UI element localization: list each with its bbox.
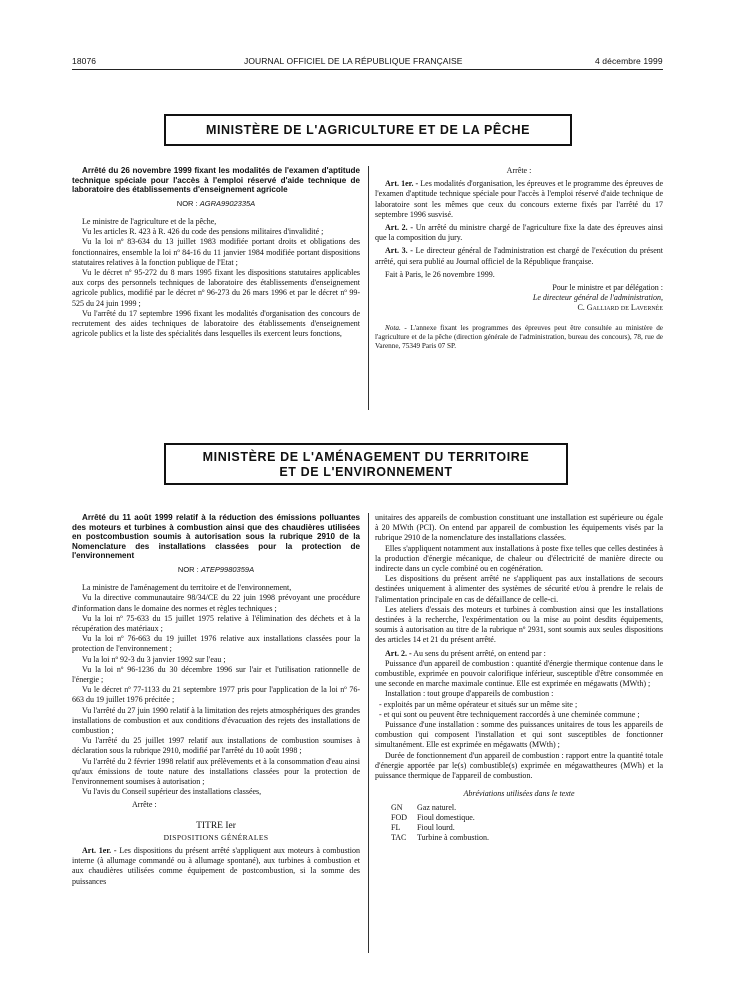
decree2-para: Vu l'arrêté du 2 février 1998 relatif aux prélèvements et à la consommation d'eau ainsi qu'aux émissions de toute nature des installations classées pour la protection de l'environnement soumises à autorisation ; bbox=[72, 756, 360, 787]
decree1-article: Art. 1er. - Les modalités d'organisation, les épreuves et le programme des épreuves de l'examen d'aptitude technique spéciale pour l'accès à l'emploi réservé d'aide technique de laboratoire sont les mêmes que ceux du concours externe fixés par l'arrêté du 17 septembre 1996 susvisé. bbox=[375, 179, 663, 219]
section1-right-column bbox=[375, 166, 663, 351]
issue-date: 4 décembre 1999 bbox=[595, 56, 663, 66]
decree1-para: Vu les articles R. 423 à R. 426 du code des pensions militaires d'invalidité ; bbox=[82, 227, 324, 237]
ministry-agriculture-box bbox=[164, 114, 572, 146]
decree1-signature-role: Le directeur général de l'administration, bbox=[532, 293, 663, 303]
journal-title: JOURNAL OFFICIEL DE LA RÉPUBLIQUE FRANÇAISE bbox=[244, 56, 463, 66]
abbreviations-table bbox=[391, 803, 499, 843]
decree2-title: Arrêté du 11 août 1999 relatif à la réduction des émissions polluantes des moteurs et turbines à combustion ainsi que des chaudières utilisées en postcombustion soumis à autorisation sous la rubrique 2910 de la Nomenclature des installations classées pour la protection de l'environnement bbox=[72, 513, 360, 561]
abbreviation-row bbox=[391, 803, 499, 813]
column-divider-1 bbox=[368, 166, 369, 410]
decree2-definition: Installation : tout groupe d'appareils de combustion : bbox=[385, 689, 554, 699]
decree2-titre-subtitle: DISPOSITIONS GÉNÉRALES bbox=[163, 832, 269, 842]
decree2-para: Vu l'avis du Conseil supérieur des installations classées, bbox=[82, 787, 262, 797]
decree2-para: Les ateliers d'essais des moteurs et turbines à combustion ainsi que les installations destinées à la recherche, l'expérimentation ou la mise au point desdits équipements, soumis à autorisation au titre de la rubrique nº 2931, sont soumis aux seules dispositions des articles 14 et 21 du présent arrêté. bbox=[375, 604, 663, 645]
abbreviation-code: TAC bbox=[391, 833, 407, 843]
decree2-para: Vu la loi nº 76-663 du 19 juillet 1976 relative aux installations classées pour la protection de l'environnement ; bbox=[72, 634, 360, 654]
abbreviation-code: GN bbox=[391, 803, 403, 813]
decree2-para: Vu l'arrêté du 27 juin 1990 relatif à la limitation des rejets atmosphériques des grandes installations de combustion et aux conditions d'évacuation des rejets des installations de combustion ; bbox=[72, 705, 360, 736]
page-number: 18076 bbox=[72, 56, 97, 66]
abbreviation-code: FL bbox=[391, 823, 401, 833]
abbreviation-row bbox=[391, 823, 499, 833]
decree2-para: Vu la loi nº 75-633 du 15 juillet 1975 relative à l'élimination des déchets et à la récupération des matériaux ; bbox=[72, 613, 360, 633]
decree2-para: La ministre de l'aménagement du territoire et de l'environnement, bbox=[82, 583, 292, 593]
ministry-environment-box bbox=[164, 443, 568, 485]
decree2-para: Vu la directive communautaire 98/34/CE du 22 juin 1998 prévoyant une procédure d'information dans le domaine des normes et règles techniques ; bbox=[72, 593, 360, 613]
decree2-para: Vu la loi nº 96-1236 du 30 décembre 1996 sur l'air et l'utilisation rationnelle de l'énergie ; bbox=[72, 664, 360, 684]
decree2-arrete: Arrête : bbox=[132, 800, 157, 810]
abbreviation-code: FOD bbox=[391, 813, 408, 823]
decree1-nor-code: AGRA9902335A bbox=[199, 198, 256, 208]
decree2-article-2: Art. 2. - Au sens du présent arrêté, on entend par : bbox=[385, 648, 546, 658]
decree1-nor-label: NOR : bbox=[176, 198, 198, 208]
decree1-para: Le ministre de l'agriculture et de la pêche, bbox=[82, 216, 217, 226]
abbreviation-meaning: Turbine à combustion. bbox=[417, 833, 489, 843]
decree2-nor-code: ATEP9980359A bbox=[200, 564, 255, 574]
ministry-environment-title-line2: ET DE L'ENVIRONNEMENT bbox=[279, 465, 453, 479]
decree1-article: Art. 2. - Un arrêté du ministre chargé de l'agriculture fixe la date des épreuves ainsi que la composition du jury. bbox=[375, 223, 663, 243]
decree1-para: Vu la loi nº 83-634 du 13 juillet 1983 modifiée portant droits et obligations des fonctionnaires, ensemble la loi nº 84-16 du 11 janvier 1984 modifiée portant dispositions statutaires relatives à la fonction publique de l'Etat ; bbox=[72, 237, 360, 267]
decree1-title: Arrêté du 26 novembre 1999 fixant les modalités de l'examen d'aptitude technique spéciale pour l'accès à l'emploi réservé d'aide technique de laboratoire des établissements d'enseignement agricole bbox=[72, 166, 360, 195]
abbreviation-row bbox=[391, 813, 499, 823]
decree2-nor bbox=[72, 565, 360, 575]
decree1-note: Nota. - L'annexe fixant les programmes des épreuves peut être consultée au ministère de l'agriculture et de la pêche (direction générale de l'administration, bureau des concours), 78, rue de Varenne, 75349 Paris 07 SP. bbox=[375, 323, 663, 350]
abbreviation-meaning: Fioul lourd. bbox=[417, 823, 455, 833]
section1-left-column bbox=[72, 166, 360, 339]
decree2-definition: Puissance d'un appareil de combustion : quantité d'énergie thermique contenue dans le combustible, exprimée en pouvoir calorifique inférieur, susceptible d'être consommée en une seconde en marche maximale continue. Elle est exprimée en mégawatts (MWth) ; bbox=[375, 658, 663, 689]
decree2-para: unitaires des appareils de combustion constituant une installation est supérieure ou égale à 20 MWth (PCI). On entend par appareil de combustion les équipements visés par la rubrique 2910 de la nomenclature des installations classées. bbox=[375, 513, 663, 543]
decree2-nor-label: NOR : bbox=[177, 564, 199, 574]
decree1-para: Vu le décret nº 95-272 du 8 mars 1995 fixant les dispositions statutaires applicables aux corps des personnels techniques de laboratoire des établissements d'enseignement agricole publics, modifié par le décret nº 96-273 du 26 mars 1996 et par le décret nº 99-525 du 24 juin 1999 ; bbox=[72, 268, 360, 308]
decree2-para: Elles s'appliquent notamment aux installations à poste fixe telles que celles destinées à la production d'énergie mécanique, de chaleur ou d'électricité de manière directe ou indirecte dans un cycle combiné ou en cogénération. bbox=[375, 543, 663, 574]
abbreviation-row bbox=[391, 833, 499, 843]
decree1-article: Art. 3. - Le directeur général de l'administration est chargé de l'exécution du présent arrêté, qui sera publié au Journal officiel de la République française. bbox=[375, 246, 664, 266]
decree2-dash-item: - exploités par un même opérateur et situés sur un même site ; bbox=[379, 699, 578, 709]
abbreviations-title: Abréviations utilisées dans le texte bbox=[463, 789, 575, 799]
decree2-para: Vu la loi nº 92-3 du 3 janvier 1992 sur l'eau ; bbox=[82, 654, 226, 664]
column-divider-2 bbox=[368, 513, 369, 953]
decree1-nor bbox=[72, 199, 360, 209]
decree2-para: Vu l'arrêté du 25 juillet 1997 relatif aux installations de combustion soumises à déclaration sous la rubrique 2910, modifié par l'arrêté du 10 août 1998 ; bbox=[72, 736, 360, 756]
decree1-signatory: C. Galliard de Lavernée bbox=[577, 303, 663, 313]
decree1-arrete: Arrête : bbox=[506, 166, 532, 175]
decree2-para: Vu le décret nº 77-1133 du 21 septembre 1977 pris pour l'application de la loi nº 76-663 du 19 juillet 1976 précitée ; bbox=[72, 685, 360, 705]
decree2-definition: Durée de fonctionnement d'un appareil de combustion : rapport entre la quantité totale d'énergie apportée par le(s) combustible(s) exprimée en mégawattheures (MWh) et la puissance thermique de l'appareil de combustion. bbox=[375, 750, 663, 781]
decree1-para: Vu l'arrêté du 17 septembre 1996 fixant les modalités d'organisation des concours de recrutement des aides techniques de laboratoire des établissements d'enseignement agricole publics et la liste des spécialités dans lesquelles ils exercent leurs fonctions, bbox=[72, 308, 360, 339]
abbreviation-meaning: Fioul domestique. bbox=[417, 813, 475, 823]
section2-right-column bbox=[375, 513, 663, 843]
ministry-environment-title-line1: MINISTÈRE DE L'AMÉNAGEMENT DU TERRITOIRE bbox=[202, 450, 530, 464]
section2-left-column bbox=[72, 513, 360, 887]
abbreviation-meaning: Gaz naturel. bbox=[417, 803, 457, 813]
decree2-article-1: Art. 1er. - Les dispositions du présent arrêté s'appliquent aux moteurs à combustion interne (à allumage commandé ou à allumage spontané), aux turbines à combustion et aux chaudières utilisées comme équipement de postcombustion, si la somme des puissances bbox=[72, 846, 360, 886]
decree2-dash-item: - et qui sont ou peuvent être techniquement raccordés à une cheminée commune ; bbox=[379, 709, 640, 719]
decree2-definition: Puissance d'une installation : somme des puissances unitaires de tous les appareils de combustion qui composent l'installation et qui sont susceptibles de fonctionner simultanément. Elle est exprimée en mégawatts (MWth) ; bbox=[375, 720, 663, 750]
decree2-para: Les dispositions du présent arrêté ne s'appliquent pas aux installations de secours destinées uniquement à alimenter des systèmes de sécurité et/ou à prendre le relais de l'alimentation principale en cas de défaillance de celle-ci. bbox=[375, 574, 663, 604]
decree1-done: Fait à Paris, le 26 novembre 1999. bbox=[385, 269, 495, 279]
ministry-agriculture-title: MINISTÈRE DE L'AGRICULTURE ET DE LA PÊCHE bbox=[205, 123, 531, 137]
decree1-signature-line: Pour le ministre et par délégation : bbox=[552, 283, 663, 293]
decree2-titre: TITRE Ier bbox=[196, 820, 236, 831]
header-rule bbox=[72, 69, 663, 70]
